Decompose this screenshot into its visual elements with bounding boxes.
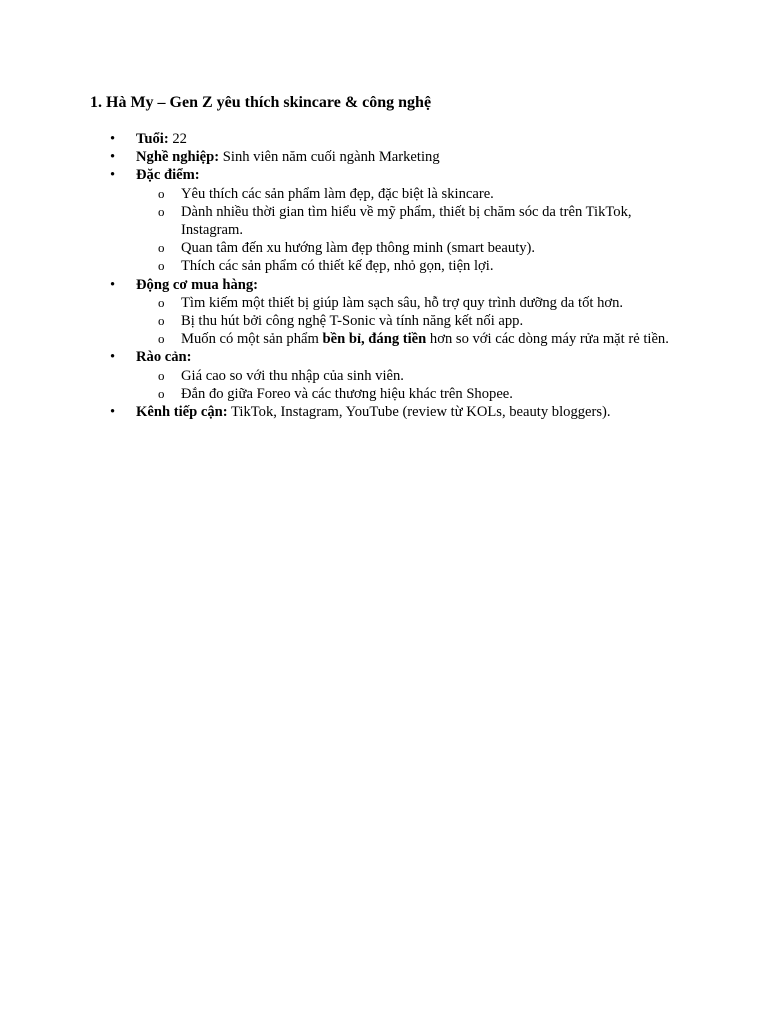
motivation-sub-list — [136, 294, 670, 349]
bullet-icon: • — [110, 404, 116, 421]
circle-bullet-icon: o — [158, 203, 165, 219]
channels-label: Kênh tiếp cận: — [136, 404, 228, 421]
persona-heading: 1. Hà My – Gen Z yêu thích skincare & công nghệ — [90, 94, 432, 111]
bullet-icon: • — [110, 131, 116, 147]
circle-bullet-icon: o — [158, 367, 165, 383]
barriers-sub-list — [136, 367, 670, 403]
persona-attribute-list — [110, 130, 670, 421]
sub-list-item — [136, 367, 670, 385]
sub-item-text: Dành nhiều thời gian tìm hiểu về mỹ phẩm, thiết bị chăm sóc da trên TikTok, Instagram. — [181, 203, 632, 239]
sub-item-text: Bị thu hút bởi công nghệ T-Sonic và tính năng kết nối app. — [181, 313, 524, 330]
sub-item-text: Đắn đo giữa Foreo và các thương hiệu khác trên Shopee. — [181, 385, 513, 402]
barriers-label: Rào cản: — [136, 349, 192, 366]
sub-list-item — [136, 312, 670, 330]
characteristics-label: Đặc điểm: — [136, 167, 200, 184]
circle-bullet-icon: o — [158, 331, 165, 347]
bullet-icon: • — [110, 167, 116, 184]
sub-item-text: Quan tâm đến xu hướng làm đẹp thông minh (smart beauty). — [181, 240, 536, 257]
occupation-label: Nghề nghiệp: — [136, 149, 220, 166]
sub-list-item — [136, 203, 670, 239]
bullet-icon: • — [110, 276, 116, 293]
sub-list-item — [136, 185, 670, 203]
sub-list-item — [136, 257, 670, 275]
circle-bullet-icon: o — [158, 385, 165, 401]
circle-bullet-icon: o — [158, 313, 165, 329]
sub-item-emphasis: bền bỉ, đáng tiền — [322, 331, 427, 348]
channels-value: TikTok, Instagram, YouTube (review từ KOLs, beauty bloggers). — [227, 404, 611, 421]
sub-item-text: Giá cao so với thu nhập của sinh viên. — [181, 367, 404, 384]
motivation-label: Động cơ mua hàng: — [136, 276, 259, 293]
sub-list-item — [136, 385, 670, 403]
list-item-barriers — [110, 348, 670, 403]
sub-item-text: Thích các sản phẩm có thiết kế đẹp, nhỏ gọn, tiện lợi. — [181, 258, 494, 275]
sub-list-item — [136, 330, 670, 348]
circle-bullet-icon: o — [158, 294, 165, 310]
sub-item-text: Muốn có một sản phẩm — [181, 331, 323, 348]
sub-item-text: Yêu thích các sản phẩm làm đẹp, đặc biệt là skincare. — [181, 185, 494, 202]
sub-list-item — [136, 239, 670, 257]
occupation-value: Sinh viên năm cuối ngành Marketing — [219, 149, 440, 166]
circle-bullet-icon: o — [158, 258, 165, 274]
characteristics-sub-list — [136, 185, 670, 276]
bullet-icon: • — [110, 149, 116, 166]
list-item-motivation — [110, 276, 670, 349]
sub-item-text: hơn so với các dòng máy rửa mặt rẻ tiền. — [426, 331, 669, 348]
circle-bullet-icon: o — [158, 185, 165, 201]
sub-item-text: Tìm kiếm một thiết bị giúp làm sạch sâu, hỗ trợ quy trình dưỡng da tốt hơn. — [181, 294, 624, 311]
list-item-characteristics — [110, 166, 670, 275]
list-item-channels — [110, 403, 670, 421]
list-item-age — [110, 130, 670, 148]
circle-bullet-icon: o — [158, 240, 165, 256]
sub-list-item — [136, 294, 670, 312]
age-label: Tuổi: — [136, 131, 169, 147]
bullet-icon: • — [110, 349, 116, 366]
list-item-occupation — [110, 148, 670, 166]
age-value: 22 — [168, 131, 187, 147]
